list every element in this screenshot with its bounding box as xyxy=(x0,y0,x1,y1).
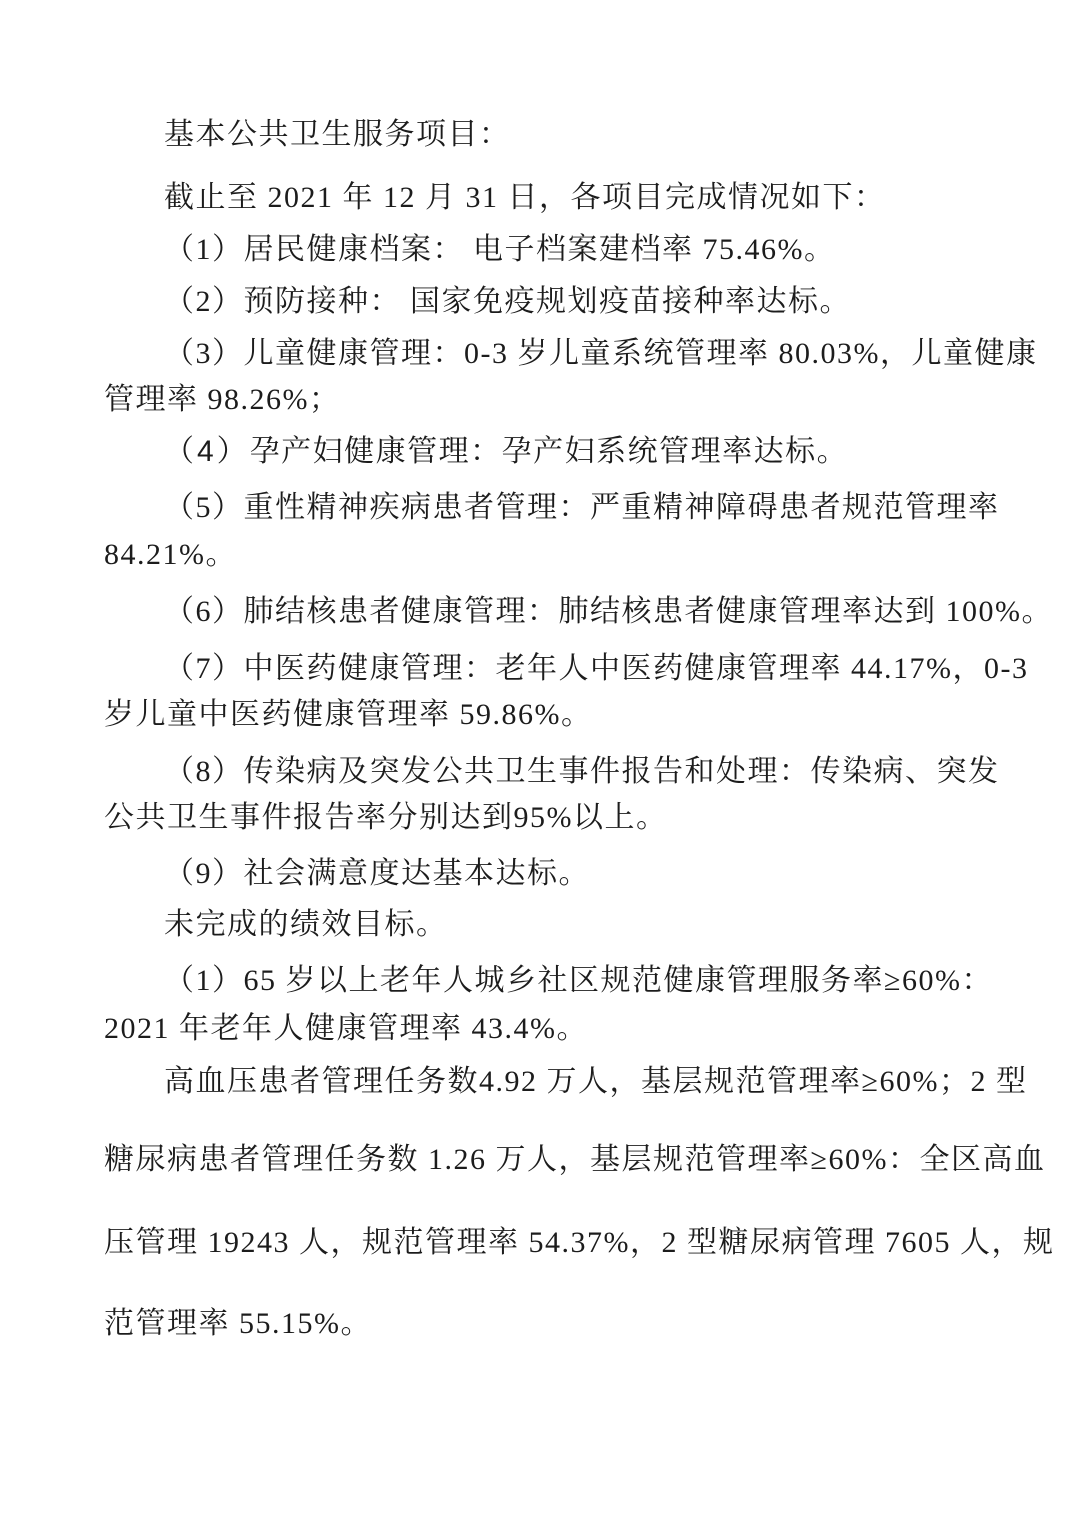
line-hypertension-task: 高血压患者管理任务数4.92 万人，基层规范管理率≥60%；2 型 xyxy=(164,1065,1028,1098)
line-final-rate: 范管理率 55.15%。 xyxy=(104,1307,372,1340)
line-item-7-tcm: （7）中医药健康管理：老年人中医药健康管理率 44.17%，0-3 xyxy=(164,652,1029,685)
line-item-5-continuation: 84.21%。 xyxy=(104,538,237,571)
line-item-8-infectious: （8）传染病及突发公共卫生事件报告和处理：传染病、突发 xyxy=(164,755,1000,788)
line-item-9-satisfaction: （9）社会满意度达基本达标。 xyxy=(164,857,590,890)
line-item-6-tuberculosis: （6）肺结核患者健康管理：肺结核患者健康管理率达到 100%。 xyxy=(164,595,1053,628)
line-item-5-mental-health: （5）重性精神疾病患者管理：严重精神障碍患者规范管理率 xyxy=(164,491,1000,524)
line-section-title: 基本公共卫生服务项目： xyxy=(164,118,511,151)
line-item-8-continuation: 公共卫生事件报告率分别达到95%以上。 xyxy=(104,801,668,834)
line-item-3-child-health: （3）儿童健康管理：0-3 岁儿童系统管理率 80.03%，儿童健康 xyxy=(164,337,1038,370)
line-diabetes-task: 糖尿病患者管理任务数 1.26 万人，基层规范管理率≥60%：全区高血 xyxy=(104,1143,1046,1176)
line-item-2-vaccination: （2）预防接种： 国家免疫规划疫苗接种率达标。 xyxy=(164,285,851,318)
line-item-7-continuation: 岁儿童中医药健康管理率 59.86%。 xyxy=(104,698,593,731)
line-managed-counts: 压管理 19243 人，规范管理率 54.37%，2 型糖尿病管理 7605 人，规 xyxy=(104,1226,1055,1259)
line-item-3-continuation: 管理率 98.26%； xyxy=(104,383,341,416)
line-unfinished-goals-head: 未完成的绩效目标。 xyxy=(164,908,448,941)
line-goal-1-elderly: （1）65 岁以上老年人城乡社区规范健康管理服务率≥60%： xyxy=(164,964,993,997)
item-4-number: （4） xyxy=(164,435,250,468)
line-intro-date: 截止至 2021 年 12 月 31 日，各项目完成情况如下： xyxy=(164,181,886,214)
line-goal-1-continuation: 2021 年老年人健康管理率 43.4%。 xyxy=(104,1012,588,1045)
item-4-text: 孕产妇健康管理：孕产妇系统管理率达标。 xyxy=(249,435,849,468)
line-item-4-maternal xyxy=(164,434,848,470)
line-item-1-health-records: （1）居民健康档案： 电子档案建档率 75.46%。 xyxy=(164,233,836,266)
